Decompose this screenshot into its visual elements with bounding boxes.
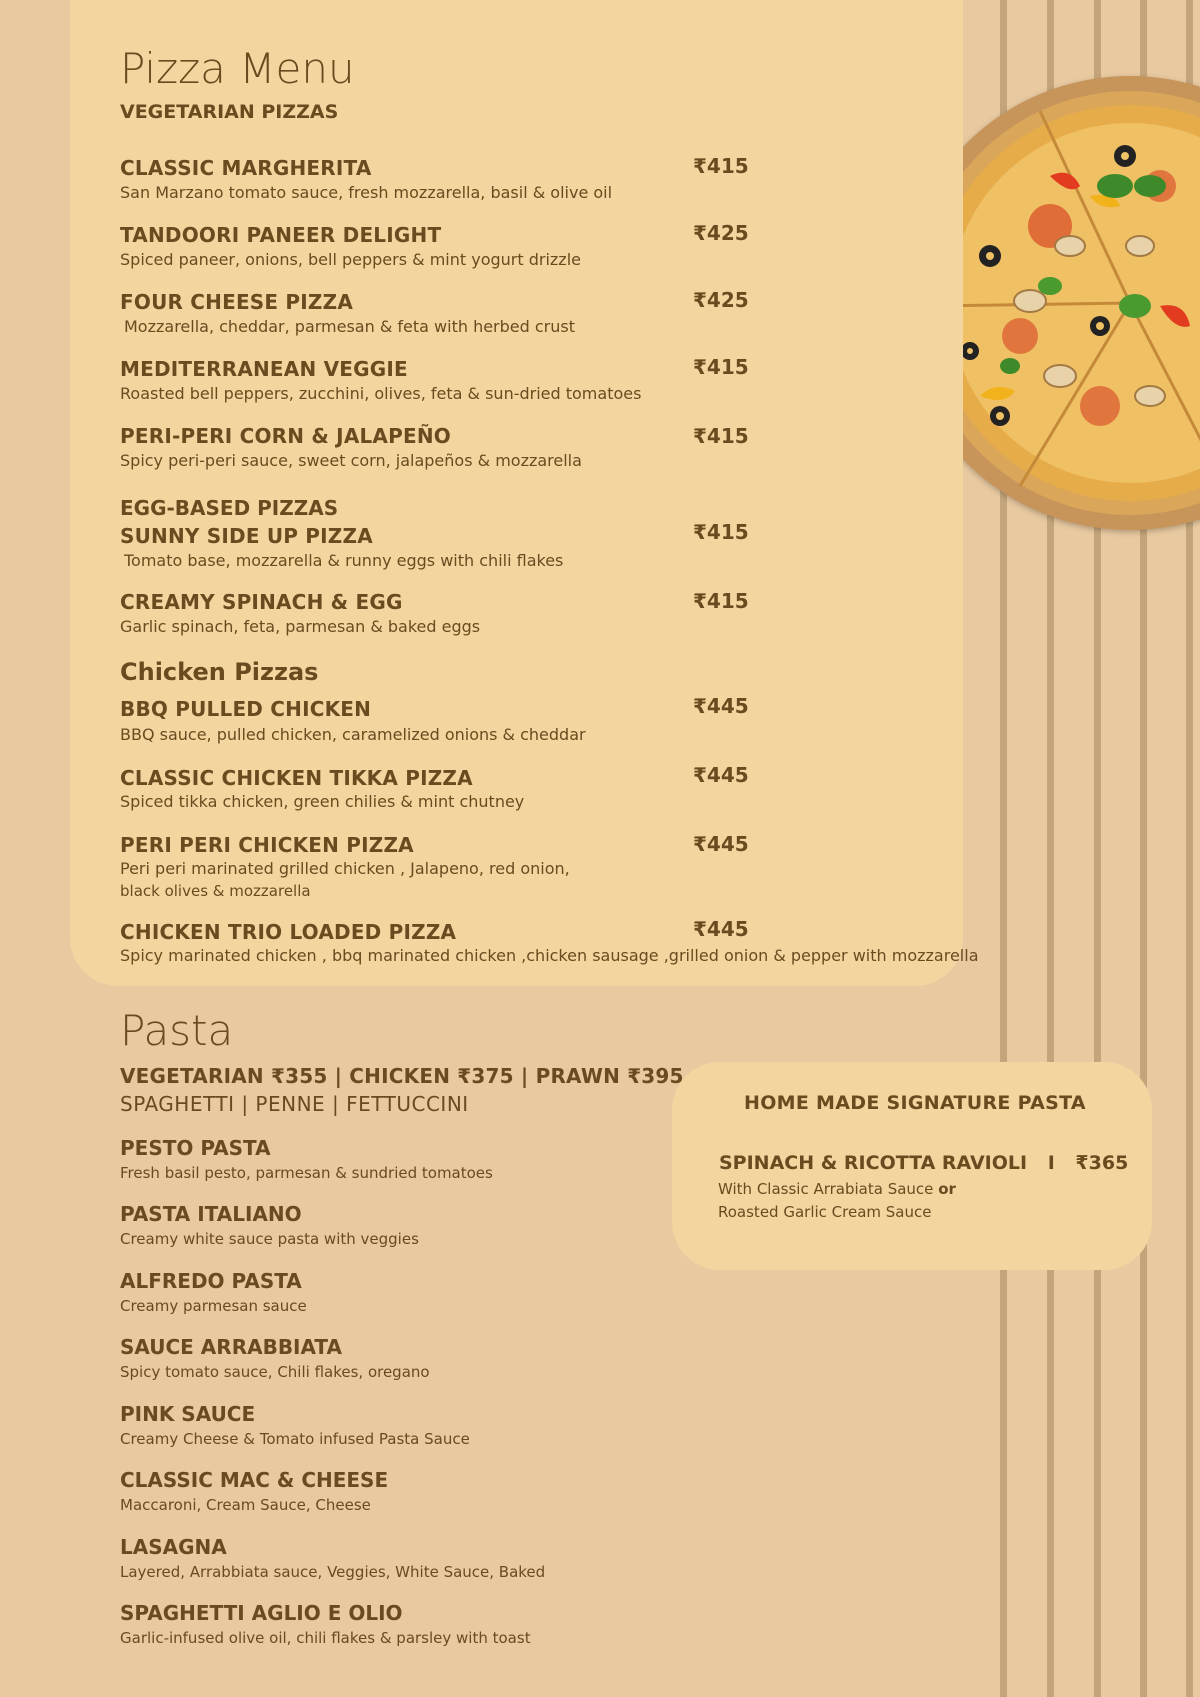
menu-item-name: SUNNY SIDE UP PIZZA xyxy=(120,524,373,548)
signature-desc-line1: With Classic Arrabiata Sauce xyxy=(718,1180,934,1198)
pasta-prices-line: VEGETARIAN ₹355 | CHICKEN ₹375 | PRAWN ₹395 xyxy=(120,1064,684,1088)
menu-item-name: BBQ PULLED CHICKEN xyxy=(120,697,372,721)
signature-pasta-item xyxy=(719,1152,1128,1174)
menu-item-desc: BBQ sauce, pulled chicken, caramelized onions & cheddar xyxy=(120,725,586,744)
veg-heading: VEGETARIAN PIZZAS xyxy=(120,101,339,123)
signature-item-name: SPINACH & RICOTTA RAVIOLI xyxy=(719,1152,1028,1174)
menu-item-name: CLASSIC MARGHERITA xyxy=(120,156,372,180)
pasta-item-desc: Creamy white sauce pasta with veggies xyxy=(120,1230,419,1248)
pasta-item-desc: Fresh basil pesto, parmesan & sundried tomatoes xyxy=(120,1164,493,1182)
pizza-menu-title: Pizza Menu xyxy=(120,44,355,93)
chicken-heading: Chicken Pizzas xyxy=(120,658,319,686)
pasta-title: Pasta xyxy=(120,1006,234,1055)
pasta-item-desc: Creamy parmesan sauce xyxy=(120,1297,307,1315)
signature-item-price: ₹365 xyxy=(1075,1152,1129,1174)
menu-item-name: CHICKEN TRIO LOADED PIZZA xyxy=(120,920,457,944)
pasta-item-name: PINK SAUCE xyxy=(120,1402,256,1426)
signature-pasta-desc xyxy=(718,1180,956,1198)
pasta-item-desc: Layered, Arrabbiata sauce, Veggies, White Sauce, Baked xyxy=(120,1563,546,1581)
signature-pasta-title: HOME MADE SIGNATURE PASTA xyxy=(744,1092,1086,1114)
menu-item-desc: Tomato base, mozzarella & runny eggs with chili flakes xyxy=(124,551,564,570)
pasta-item-desc: Spicy tomato sauce, Chili flakes, oregano xyxy=(120,1363,430,1381)
menu-item-desc: Roasted bell peppers, zucchini, olives, feta & sun-dried tomatoes xyxy=(120,384,642,403)
pasta-item-name: LASAGNA xyxy=(120,1535,227,1559)
menu-item-name: TANDOORI PANEER DELIGHT xyxy=(120,223,442,247)
pasta-types-line: SPAGHETTI | PENNE | FETTUCCINI xyxy=(120,1092,469,1116)
pasta-item-name: SPAGHETTI AGLIO E OLIO xyxy=(120,1601,403,1625)
menu-item-price: ₹425 xyxy=(693,288,749,312)
signature-item-separator: I xyxy=(1047,1152,1055,1174)
menu-item-desc: Spiced paneer, onions, bell peppers & mint yogurt drizzle xyxy=(120,250,581,269)
menu-item-name: CLASSIC CHICKEN TIKKA PIZZA xyxy=(120,766,473,790)
menu-item-name: MEDITERRANEAN VEGGIE xyxy=(120,357,408,381)
pasta-item-desc: Creamy Cheese & Tomato infused Pasta Sauce xyxy=(120,1430,470,1448)
menu-item-desc: Spicy peri-peri sauce, sweet corn, jalapeños & mozzarella xyxy=(120,451,582,470)
menu-item-price: ₹415 xyxy=(693,589,749,613)
menu-item-price: ₹415 xyxy=(693,424,749,448)
menu-item-desc: Garlic spinach, feta, parmesan & baked eggs xyxy=(120,617,481,636)
menu-item-name: CREAMY SPINACH & EGG xyxy=(120,590,403,614)
pasta-item-name: SAUCE ARRABBIATA xyxy=(120,1335,342,1359)
signature-desc-line2: Roasted Garlic Cream Sauce xyxy=(718,1203,932,1221)
pasta-item-name: PESTO PASTA xyxy=(120,1136,271,1160)
menu-item-price: ₹425 xyxy=(693,221,749,245)
menu-item-price: ₹415 xyxy=(693,154,749,178)
pasta-item-name: ALFREDO PASTA xyxy=(120,1269,302,1293)
pasta-item-desc: Garlic-infused olive oil, chili flakes & parsley with toast xyxy=(120,1629,531,1647)
menu-item-desc: Spicy marinated chicken , bbq marinated chicken ,chicken sausage ,grilled onion & pepper with mozzarella xyxy=(120,946,979,965)
pasta-item-desc: Maccaroni, Cream Sauce, Cheese xyxy=(120,1496,371,1514)
menu-item-name: FOUR CHEESE PIZZA xyxy=(120,290,354,314)
menu-item-desc: Mozzarella, cheddar, parmesan & feta with herbed crust xyxy=(124,317,575,336)
menu-item-price: ₹445 xyxy=(693,763,749,787)
menu-item-desc: Peri peri marinated grilled chicken , Jalapeno, red onion, xyxy=(120,859,570,878)
menu-item-name: PERI-PERI CORN & JALAPEÑO xyxy=(120,424,451,448)
egg-heading: EGG-BASED PIZZAS xyxy=(120,496,339,520)
menu-item-price: ₹415 xyxy=(693,520,749,544)
menu-item-price: ₹445 xyxy=(693,694,749,718)
menu-item-name: PERI PERI CHICKEN PIZZA xyxy=(120,833,414,857)
menu-item-desc-line2: black olives & mozzarella xyxy=(120,882,311,900)
pasta-item-name: CLASSIC MAC & CHEESE xyxy=(120,1468,389,1492)
menu-item-price: ₹445 xyxy=(693,917,749,941)
signature-desc-or: or xyxy=(938,1180,956,1198)
menu-item-desc: San Marzano tomato sauce, fresh mozzarella, basil & olive oil xyxy=(120,183,613,202)
menu-item-price: ₹415 xyxy=(693,355,749,379)
menu-item-price: ₹445 xyxy=(693,832,749,856)
pasta-item-name: PASTA ITALIANO xyxy=(120,1202,302,1226)
menu-item-desc: Spiced tikka chicken, green chilies & mint chutney xyxy=(120,792,525,811)
